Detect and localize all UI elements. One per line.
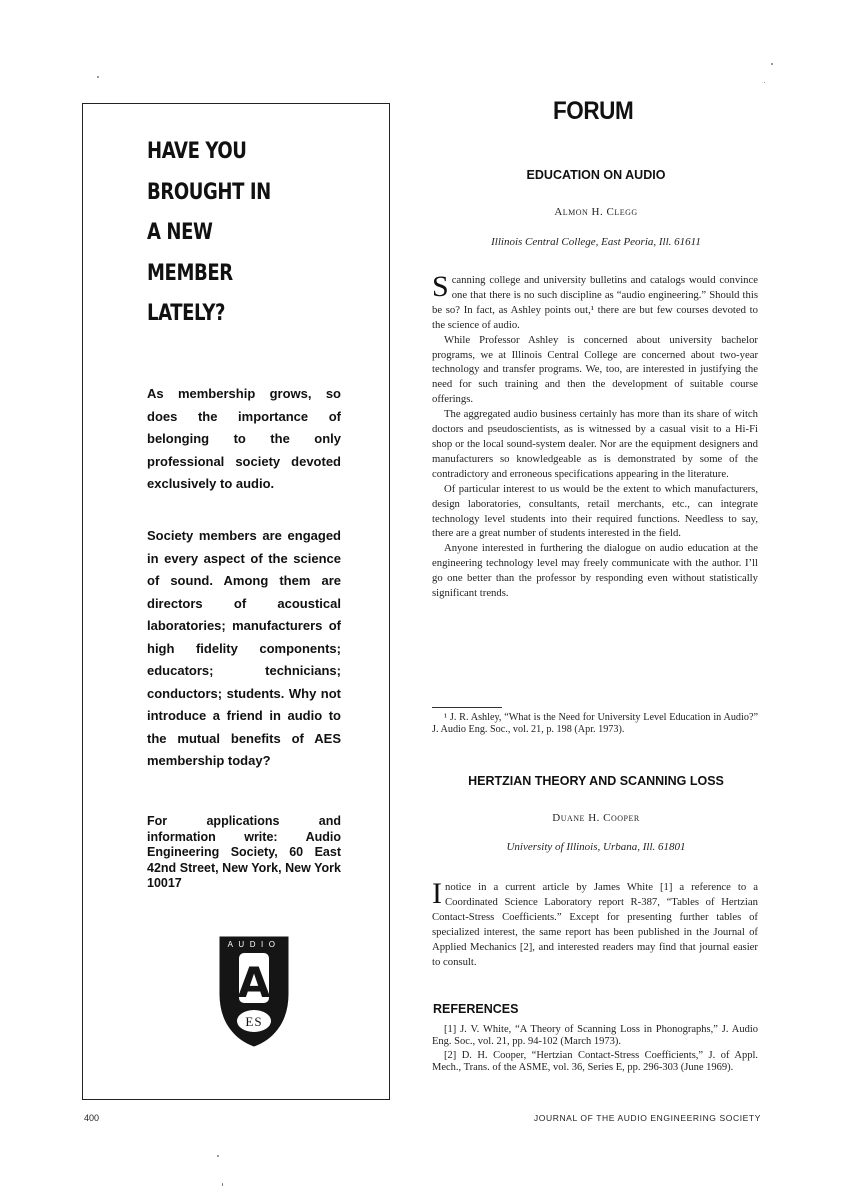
article-paragraph: Of particular interest to us would be the extent to which manufacturers, design laboratories, consultants, retail merchants, etc., can integrate technology level students into their required functions. Needless to say, there are a great number of students interested in the field. — [432, 482, 758, 540]
aes-membership-ad — [82, 103, 390, 1100]
footnote: ¹ J. R. Ashley, “What is the Need for University Level Education in Audio?” J. Audio Eng. Soc., vol. 21, p. 198 (Apr. 1973). — [432, 712, 758, 735]
headline-line: LATELY? — [147, 301, 226, 326]
references-list — [432, 1024, 758, 1076]
ad-contact-info: For applications and information write: Audio Engineering Society, 60 East 42nd Street, New York, New York 10017 — [147, 814, 341, 891]
article-paragraph: The aggregated audio business certainly has more than its share of witch doctors and pseudoscientists, as is witnessed by a casual visit to a Hi-Fi shop or the local sound-system dealer. Nor are the equipment designers and manufacturers so knowledgeable as is demonstrated by some of the contradictory and erroneous specifications appearing in the literature. — [432, 408, 758, 480]
ad-headline — [147, 132, 311, 335]
article-title-education: EDUCATION ON AUDIO — [526, 168, 666, 182]
footnote-divider — [432, 707, 502, 708]
scan-speck — [222, 1183, 223, 1186]
headline-line: A NEW — [147, 220, 213, 245]
article-title-hertzian: HERTZIAN THEORY AND SCANNING LOSS — [468, 774, 724, 788]
article-paragraph: canning college and university bulletins and catalogs would convince one that there is no such discipline as “audio engineering.” Should this be so? In fact, as Ashley points out,¹ there are but few courses devoted to the science of audio. — [432, 274, 758, 331]
dropcap: S — [432, 270, 449, 303]
dropcap: I — [432, 877, 442, 910]
article-paragraph: Anyone interested in furthering the dialogue on audio education at the engineering technology level may freely communicate with the author. I’ll go one better than the professor by responding even without statistically significant trends. — [432, 542, 758, 600]
logo-bottom-text: ES — [245, 1014, 263, 1029]
references-heading: REFERENCES — [433, 1002, 519, 1016]
page-number: 400 — [84, 1113, 100, 1123]
scan-speck — [217, 1155, 219, 1157]
headline-line: BROUGHT IN — [147, 179, 271, 205]
ad-paragraph-members: Society members are engaged in every aspect of the science of sound. Among them are directors of acoustical laboratories; manufacturers of high fidelity components; educators; technicians; conductors; students. Why not introduce a friend in audio to the mutual benefits of AES membership today? — [147, 528, 341, 768]
forum-title: FORUM — [553, 97, 634, 125]
article-affiliation-uiuc: University of Illinois, Urbana, Ill. 61801 — [506, 841, 686, 853]
logo-top-text: AUDIO — [227, 940, 281, 949]
aes-logo-icon — [219, 936, 289, 1048]
article-body-education — [432, 270, 758, 601]
journal-name: JOURNAL OF THE AUDIO ENGINEERING SOCIETY — [533, 1113, 761, 1123]
ad-paragraph-membership: As membership grows, so does the importance of belonging to the only professional society devoted exclusively to audio. — [147, 386, 341, 491]
reference-item: [2] D. H. Cooper, “Hertzian Contact-Stress Coefficients,” J. of Appl. Mech., Trans. of the ASME, vol. 36, Series E, pp. 296-303 (June 1969). — [432, 1050, 758, 1073]
article-author-clegg: Almon H. Clegg — [554, 206, 638, 218]
article-author-cooper: Duane H. Cooper — [552, 812, 640, 824]
headline-line: MEMBER — [147, 260, 233, 286]
scan-speck — [764, 82, 765, 83]
article-paragraph: notice in a current article by James White [1] a reference to a Coordinated Science Laboratory report R-387, “Tables of Hertzian Contact-Stress Coefficients.” Except for presenting further tables of specialized interest, the same report has been published in the Journal of Applied Mechanics [2], and interested readers may find that journal easier to consult. — [432, 881, 758, 968]
scan-speck — [97, 76, 99, 78]
scan-speck — [771, 63, 773, 65]
headline-line: HAVE YOU — [147, 139, 247, 164]
article-affiliation-icc: Illinois Central College, East Peoria, Ill. 61611 — [491, 236, 701, 248]
article-body-hertzian — [432, 877, 758, 969]
logo-letter: A — [237, 958, 271, 1007]
article-paragraph: While Professor Ashley is concerned about university bachelor programs, we at Illinois Central College are concerned about two-year technology and transfer programs. We, too, are interested in justifying the need for such training and then the development of suitable course offerings. — [432, 333, 758, 406]
reference-item: [1] J. V. White, “A Theory of Scanning Loss in Phonographs,” J. Audio Eng. Soc., vol. 21, pp. 94-102 (March 1973). — [432, 1024, 758, 1047]
